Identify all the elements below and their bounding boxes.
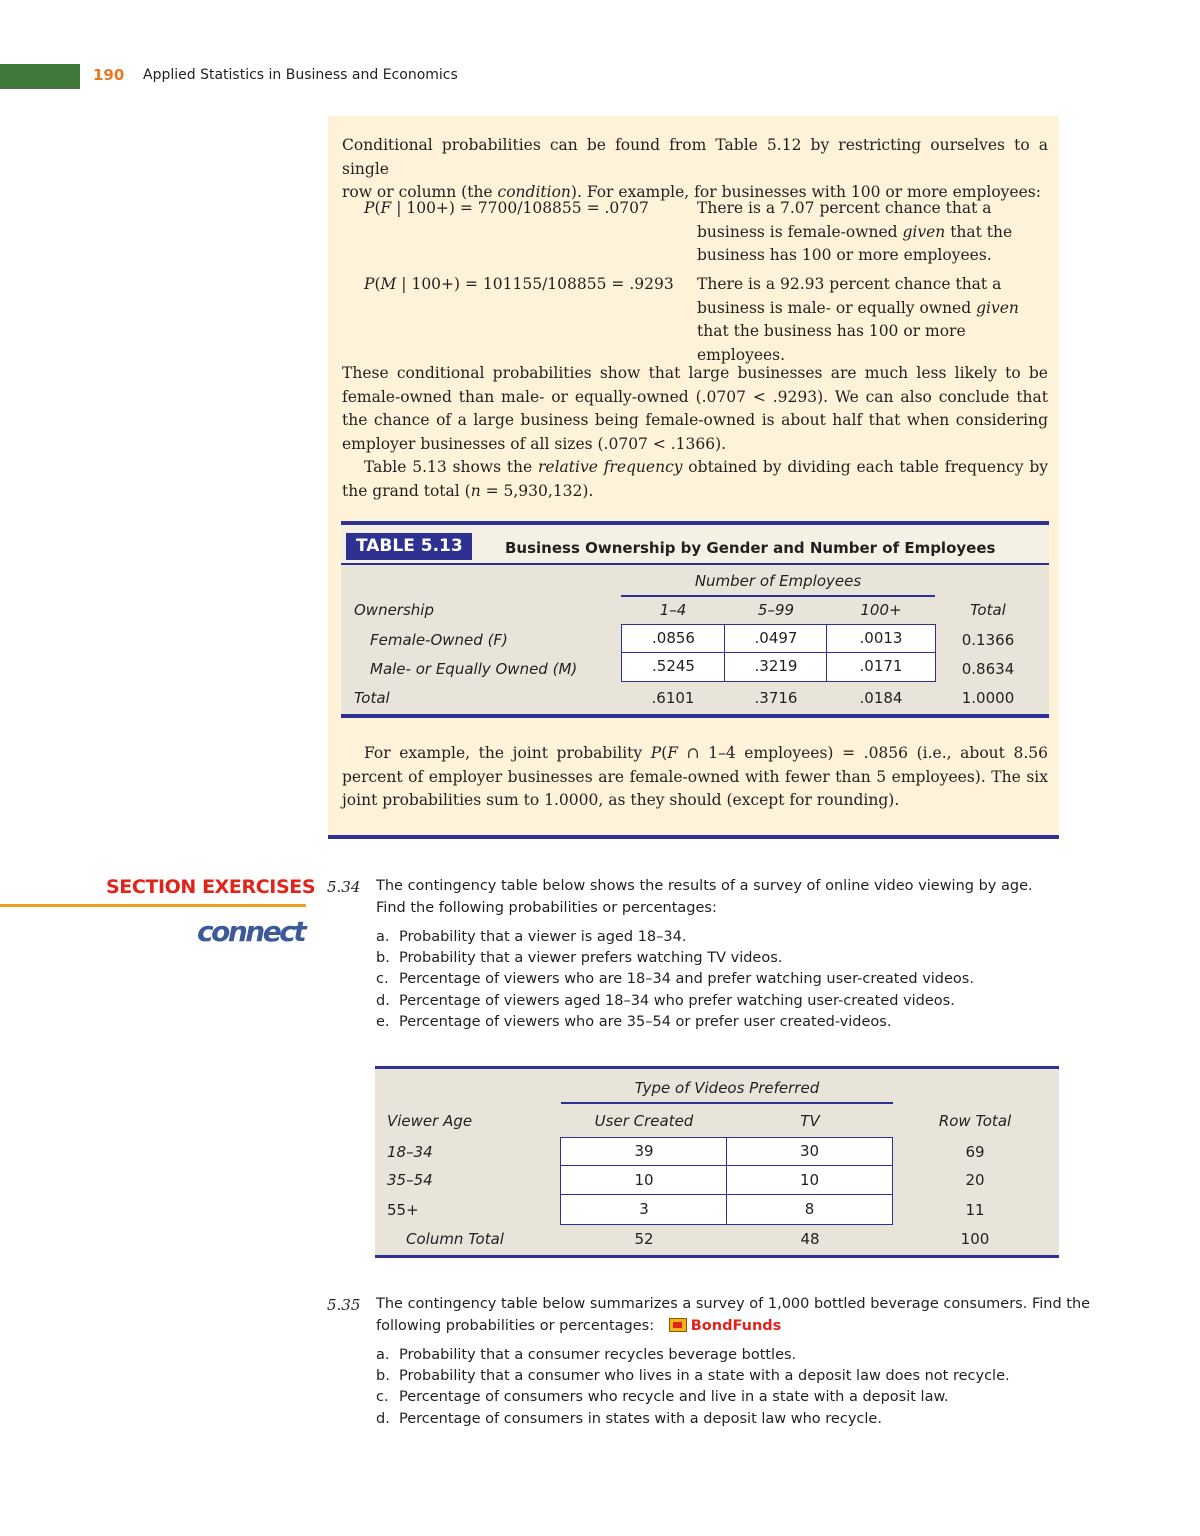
item-letter: d. xyxy=(376,993,390,1009)
exercise-number: 5.34 xyxy=(327,878,361,896)
exercise-item xyxy=(376,948,782,970)
item-letter: b. xyxy=(376,950,390,966)
column-total: .0184 xyxy=(859,689,903,707)
intro-paragraph xyxy=(342,134,1048,205)
column-total: .3716 xyxy=(754,689,798,707)
exercise-text-line-2 xyxy=(376,1316,781,1338)
table-cell: .0856 xyxy=(621,624,726,654)
para4-a: For example, the joint probability xyxy=(364,744,651,762)
col-header-5-99: 5–99 xyxy=(757,601,795,619)
exercise-item xyxy=(376,969,974,991)
item-letter: b. xyxy=(376,1368,390,1384)
row-label: 55+ xyxy=(387,1201,419,1219)
equation-female: P(F | 100+) = 7700/108855 = .0707 xyxy=(364,199,649,217)
item-text: Percentage of viewers aged 18–34 who prefer watching user-created videos. xyxy=(399,993,955,1009)
row-total: 20 xyxy=(965,1171,985,1189)
bondfunds-data-link[interactable]: BondFunds xyxy=(690,1318,782,1334)
table-cell: .0171 xyxy=(826,652,936,682)
header-color-bar xyxy=(0,64,80,89)
eq1-note-em: given xyxy=(902,222,946,241)
row-label: 18–34 xyxy=(387,1143,433,1161)
item-letter: c. xyxy=(376,971,389,987)
joint-probability-paragraph: For example, the joint probability P(F ∩ 1–4 employees) = .0856 (i.e., about 8.56 percent of employer businesses are female-owned with fewer than 5 employees). The six joint probabilities sum to 1.0000, as they should (except for rounding). xyxy=(342,744,1048,809)
table-cell: .3219 xyxy=(724,652,828,682)
intro-line-2b: ). For example, for businesses with 100 or more employees: xyxy=(570,183,1041,201)
exercise-text: following probabilities or percentages: xyxy=(376,1318,655,1334)
item-letter: c. xyxy=(376,1389,389,1405)
equation-male-note xyxy=(697,273,1052,367)
para3-em: relative frequency xyxy=(538,458,683,476)
item-text: Percentage of viewers who are 35–54 or prefer user created-videos. xyxy=(399,1014,892,1030)
row-header: Ownership xyxy=(354,601,434,619)
col-header-tv: TV xyxy=(800,1112,820,1130)
eq1-note-a: There is a 7.07 percent chance that a business is female-owned xyxy=(697,199,992,241)
item-letter: d. xyxy=(376,1411,390,1427)
col-header-1-4: 1–4 xyxy=(659,601,687,619)
book-title: Applied Statistics in Business and Economics xyxy=(143,67,458,83)
exercise-item xyxy=(376,991,955,1013)
item-text: Probability that a consumer recycles beverage bottles. xyxy=(399,1347,797,1363)
item-letter: e. xyxy=(376,1014,390,1030)
table-cell: 39 xyxy=(560,1137,728,1167)
eq2-note-em: given xyxy=(976,298,1019,317)
row-label-female: Female-Owned (F) xyxy=(370,631,508,649)
column-total: 48 xyxy=(800,1230,820,1248)
row-total: 69 xyxy=(965,1143,985,1161)
equation-female-note xyxy=(697,197,1052,268)
exercise-item xyxy=(376,1345,796,1367)
intro-line-1: Conditional probabilities can be found from Table 5.12 by restricting ourselves to a single xyxy=(342,136,1048,178)
item-text: Probability that a consumer who lives in a state with a deposit law does not recycle. xyxy=(399,1368,1010,1384)
conclusion-paragraph: These conditional probabilities show that large businesses are much less likely to be female-owned than male- or equally-owned (.0707 < .9293). We can also conclude that the chance of a large business being female-owned is about half that when considering employer businesses of all sizes (.0707 < .1366). xyxy=(342,364,1048,453)
eq2-note-b: that the business has 100 or more employees. xyxy=(697,322,966,364)
item-text: Probability that a viewer is aged 18–34. xyxy=(399,929,687,945)
data-file-icon[interactable] xyxy=(669,1318,687,1332)
table-cell: .5245 xyxy=(621,652,726,682)
eq2-note-a: There is a 92.93 percent chance that a business is male- or equally owned xyxy=(697,275,1002,317)
row-total: 0.8634 xyxy=(961,660,1015,678)
exercise-item xyxy=(376,1366,1010,1388)
group-header-rule xyxy=(561,1102,893,1104)
item-text: Percentage of consumers who recycle and live in a state with a deposit law. xyxy=(399,1389,949,1405)
exercise-text-line-1: The contingency table below summarizes a survey of 1,000 bottled beverage consumers. Find the xyxy=(376,1296,1091,1312)
col-header-total: Total xyxy=(970,601,1006,619)
exercise-number: 5.35 xyxy=(327,1296,361,1314)
group-header: Number of Employees xyxy=(694,572,862,590)
grand-total: 100 xyxy=(960,1230,990,1248)
table-5-13 xyxy=(341,521,1049,718)
col-header-100-plus: 100+ xyxy=(860,601,902,619)
row-total: 0.1366 xyxy=(961,631,1015,649)
para4-p: P xyxy=(650,744,662,762)
column-total: 52 xyxy=(634,1230,654,1248)
exercise-item xyxy=(376,1012,891,1034)
table-cell: 30 xyxy=(726,1137,893,1167)
intro-condition-em: condition xyxy=(497,183,571,201)
page-number: 190 xyxy=(93,66,125,84)
total-row-label: Total xyxy=(354,689,390,707)
exercise-item xyxy=(376,927,686,949)
exercise-item xyxy=(376,1387,949,1409)
row-total: 11 xyxy=(965,1201,985,1219)
item-text: Percentage of consumers in states with a deposit law who recycle. xyxy=(399,1411,882,1427)
col-header-row-total: Row Total xyxy=(938,1112,1012,1130)
row-header: Viewer Age xyxy=(387,1112,473,1130)
para4-f: F xyxy=(667,744,679,762)
table-cell: 3 xyxy=(560,1194,728,1225)
table-cell: .0497 xyxy=(724,624,828,654)
section-exercises-heading: SECTION EXERCISES xyxy=(106,876,316,898)
table-cell: 8 xyxy=(726,1194,893,1225)
eq1-p: P xyxy=(364,199,375,217)
total-row-label: Column Total xyxy=(406,1230,504,1248)
exercise-item xyxy=(376,1409,882,1431)
column-total: .6101 xyxy=(651,689,695,707)
item-text: Percentage of viewers who are 18–34 and prefer watching user-created videos. xyxy=(399,971,974,987)
row-label-male: Male- or Equally Owned (M) xyxy=(370,660,578,678)
para3-b: obtained by dividing each table frequency by the grand total ( xyxy=(342,458,1048,500)
exercise-text: The contingency table below shows the results of a survey of online video viewing by age. Find the following probabilities or percentages: xyxy=(376,878,1033,916)
group-header: Type of Videos Preferred xyxy=(634,1079,820,1097)
para3-a: Table 5.13 shows the xyxy=(364,458,538,476)
eq1-note-b: that the business has 100 or more employees. xyxy=(697,222,1013,264)
eq1-rest: | 100+) = 7700/108855 = .0707 xyxy=(391,199,649,217)
table-label: TABLE 5.13 xyxy=(346,533,472,560)
table-title: Business Ownership by Gender and Number of Employees xyxy=(505,539,996,557)
intro-line-2a: row or column (the xyxy=(342,183,498,201)
para3-c: = 5,930,132). xyxy=(480,481,594,500)
eq2-rest: | 100+) = 101155/108855 = .9293 xyxy=(396,275,674,293)
table-cell: 10 xyxy=(560,1165,728,1196)
example-box xyxy=(328,116,1059,839)
grand-total: 1.0000 xyxy=(961,689,1015,707)
table-header-bar xyxy=(341,525,1049,565)
item-text: Probability that a viewer prefers watching TV videos. xyxy=(399,950,783,966)
table-cell: 10 xyxy=(726,1165,893,1196)
equation-male: P(M | 100+) = 101155/108855 = .9293 xyxy=(364,275,674,293)
group-header-rule xyxy=(621,595,935,597)
eq2-p: P xyxy=(364,275,375,293)
row-label: 35–54 xyxy=(387,1171,433,1189)
para3-n: n xyxy=(470,481,481,500)
connect-logo: connect xyxy=(197,915,305,948)
eq1-f: F xyxy=(380,199,392,217)
video-preference-table xyxy=(375,1066,1059,1258)
item-letter: a. xyxy=(376,929,390,945)
relative-frequency-paragraph xyxy=(342,456,1048,503)
item-letter: a. xyxy=(376,1347,390,1363)
para4-b: ∩ 1–4 employees) = .0856 (i.e., about 8.56 percent of employer businesses are female-owned with fewer than 5 employees). The six joint probabilities sum to 1.0000, as they should (except for rounding). xyxy=(342,744,1048,809)
table-cell: .0013 xyxy=(826,624,936,654)
eq2-m: M xyxy=(380,275,397,293)
section-heading-rule xyxy=(0,904,306,907)
col-header-user-created: User Created xyxy=(594,1112,694,1130)
